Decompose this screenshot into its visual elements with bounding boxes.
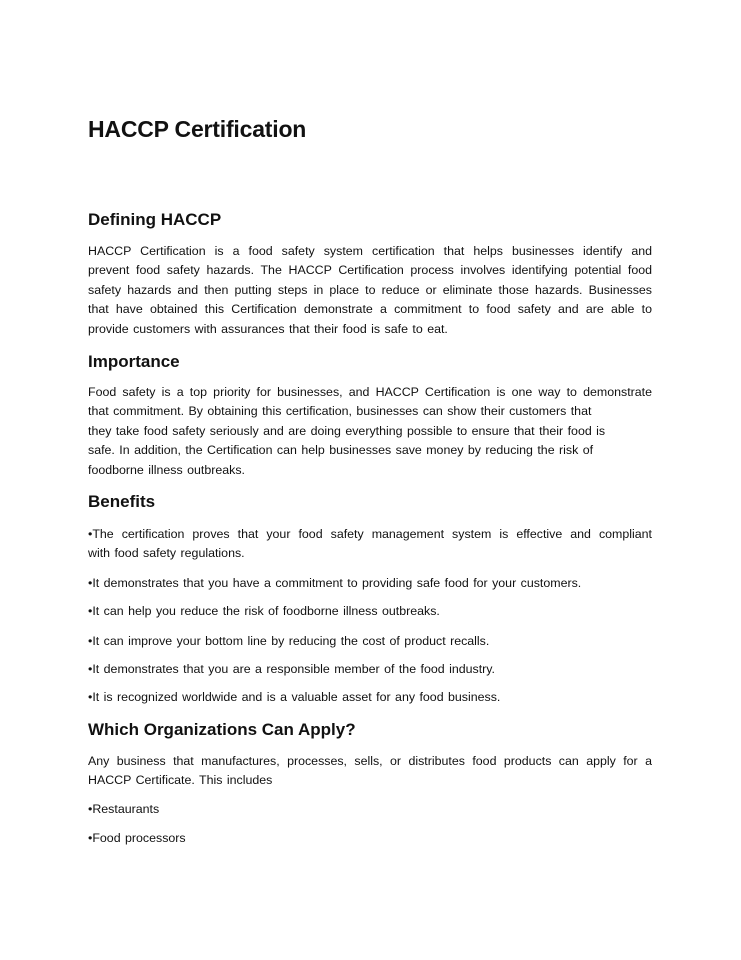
text-line: they take food safety seriously and are doing everything possible to ensure that their food is <box>88 423 606 438</box>
text-line: Any business that manufactures, processes, sells, or distributes food products can apply for a <box>88 754 652 768</box>
text-line: •The certification proves that your food safety management system is effective and compliant <box>88 527 652 541</box>
text-line: prevent food safety hazards. The HACCP Certification process involves identifying potential food <box>88 263 652 278</box>
benefit-item: •It can improve your bottom line by reducing the cost of product recalls. <box>88 634 490 648</box>
text-line: provide customers with assurances that their food is safe to eat. <box>88 321 448 336</box>
organization-item: •Restaurants <box>88 802 160 816</box>
benefit-item: •It demonstrates that you are a responsible member of the food industry. <box>88 662 495 676</box>
text-line: foodborne illness outbreaks. <box>88 462 245 477</box>
document-title: HACCP Certification <box>88 116 307 142</box>
text-line: HACCP Certificate. This includes <box>88 773 273 788</box>
benefit-item: •It is recognized worldwide and is a valuable asset for any food business. <box>88 690 501 704</box>
text-line: that commitment. By obtaining this certification, businesses can show their customers that <box>88 404 592 419</box>
benefit-item <box>88 525 652 564</box>
text-line: Food safety is a top priority for businesses, and HACCP Certification is one way to demonstrate <box>88 385 652 399</box>
text-line: with food safety regulations. <box>88 546 245 561</box>
benefit-item: •It demonstrates that you have a commitment to providing safe food for your customers. <box>88 576 582 590</box>
heading-benefits: Benefits <box>88 492 156 511</box>
paragraph-defining-haccp <box>88 242 652 339</box>
heading-organizations: Which Organizations Can Apply? <box>88 720 356 739</box>
text-line: that have obtained this Certification demonstrate a commitment to food safety and are able to <box>88 302 652 317</box>
paragraph-organizations <box>88 752 652 791</box>
heading-defining-haccp: Defining HACCP <box>88 210 222 229</box>
text-line: safe. In addition, the Certification can help businesses save money by reducing the risk of <box>88 443 594 458</box>
benefit-item: •It can help you reduce the risk of foodborne illness outbreaks. <box>88 604 440 618</box>
heading-importance: Importance <box>88 352 180 371</box>
paragraph-importance <box>88 383 652 480</box>
organization-item: •Food processors <box>88 831 186 845</box>
text-line: HACCP Certification is a food safety system certification that helps businesses identify and <box>88 244 652 258</box>
text-line: safety hazards and then putting steps in place to reduce or eliminate those hazards. Businesses <box>88 282 652 297</box>
